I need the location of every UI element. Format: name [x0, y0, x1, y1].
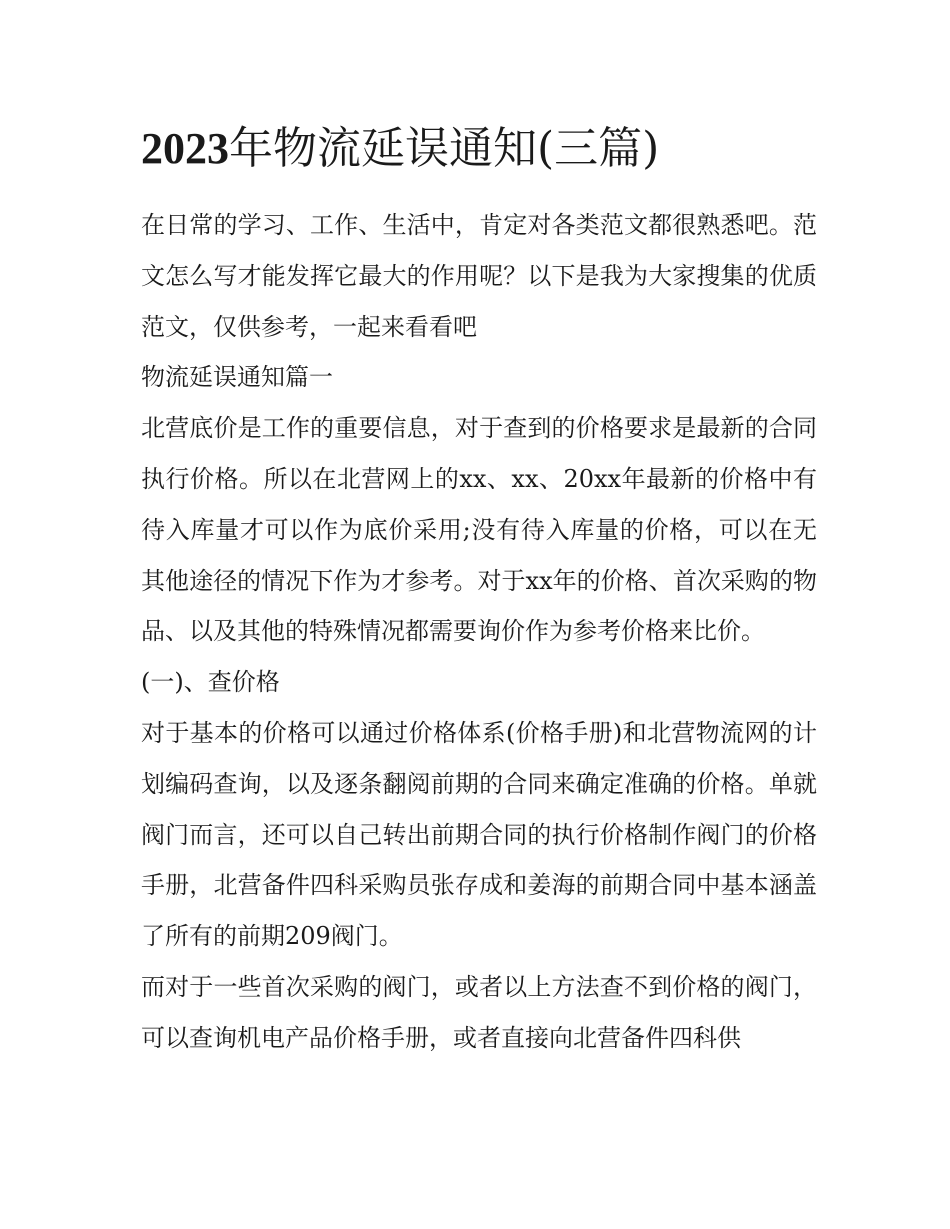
subheading-check-price: (一)、查价格 — [141, 668, 280, 697]
paragraph-first-purchase: 而对于一些首次采购的阀门，或者以上方法查不到价格的阀门，可以查询机电产品价格手册，或者直接向北营备件四科供 — [141, 972, 817, 1052]
title-year: 2023 — [141, 124, 229, 173]
document-body — [141, 200, 817, 1064]
document-page — [141, 118, 817, 1064]
paragraph-price-system: 对于基本的价格可以通过价格体系(价格手册)和北营物流网的计划编码查询，以及逐条翻阅前期的合同来确定准确的价格。单就阀门而言，还可以自己转出前期合同的执行价格制作阀门的价格手册，北营备件四科采购员张存成和姜海的前期合同中基本涵盖了所有的前期209阀门。 — [141, 718, 817, 951]
document-title — [141, 118, 817, 180]
paragraph-base-price: 北营底价是工作的重要信息，对于查到的价格要求是最新的合同执行价格。所以在北营网上的xx、xx、20xx年最新的价格中有待入库量才可以作为底价采用;没有待入库量的价格，可以在无其他途径的情况下作为才参考。对于xx年的价格、首次采购的物品、以及其他的特殊情况都需要询价作为参考价格来比价。 — [141, 414, 817, 646]
section-heading-part-one: 物流延误通知篇一 — [141, 363, 333, 392]
intro-paragraph: 在日常的学习、工作、生活中，肯定对各类范文都很熟悉吧。范文怎么写才能发挥它最大的作用呢？以下是我为大家搜集的优质范文，仅供参考，一起来看看吧 — [141, 211, 817, 341]
title-text: 年物流延误通知(三篇) — [229, 123, 660, 174]
